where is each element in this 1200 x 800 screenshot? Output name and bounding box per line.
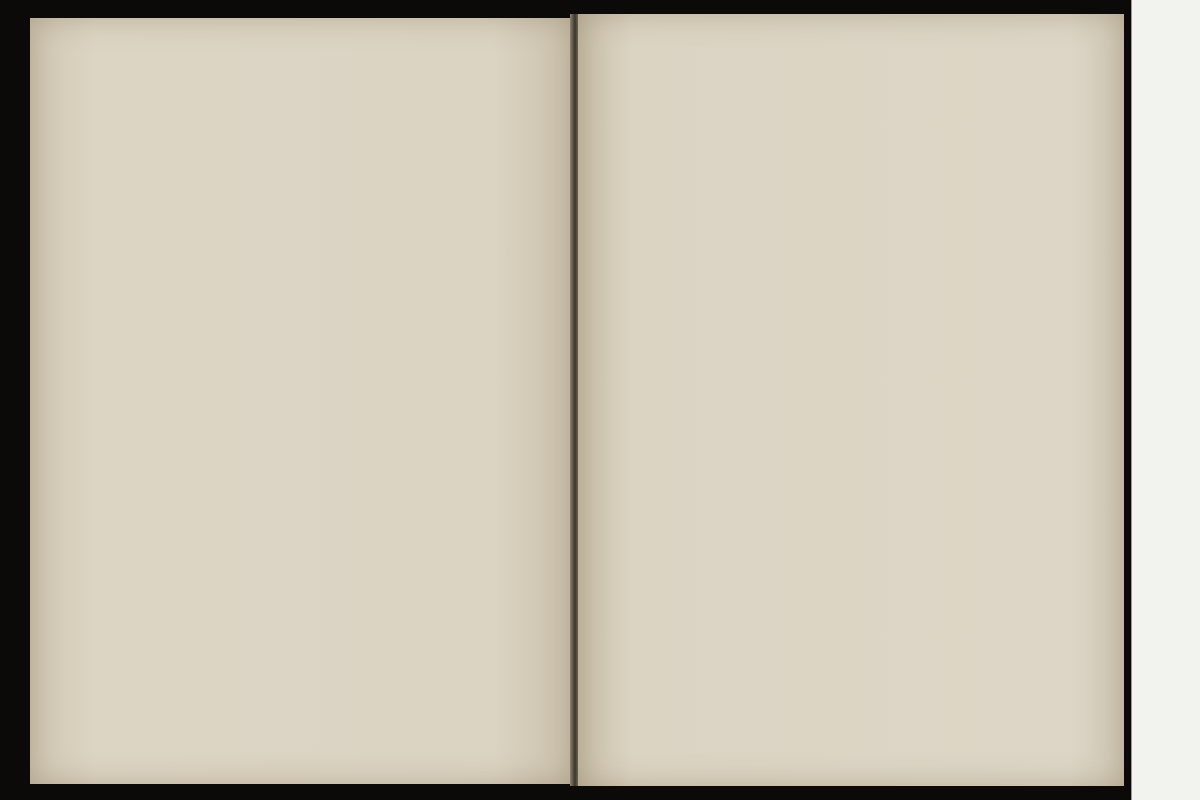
measuring-ruler <box>1131 0 1200 800</box>
right-page <box>578 14 1124 786</box>
music-staves <box>578 14 1124 786</box>
ruler-ticks <box>1132 0 1200 800</box>
music-staves <box>30 18 574 784</box>
left-page <box>30 18 574 784</box>
